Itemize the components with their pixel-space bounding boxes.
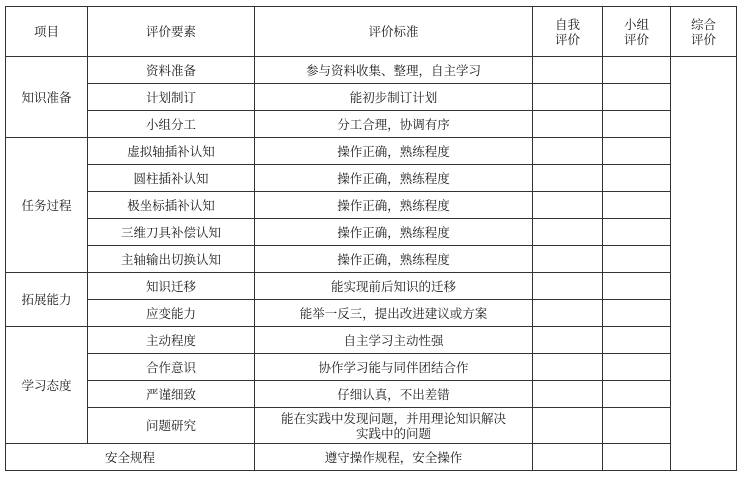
category-knowledge-prep: 知识准备 bbox=[6, 57, 88, 138]
group-eval-cell[interactable] bbox=[603, 165, 671, 192]
self-eval-cell[interactable] bbox=[533, 165, 603, 192]
element-cell: 圆柱插补认知 bbox=[88, 165, 255, 192]
header-group-line1: 小组 bbox=[623, 16, 649, 32]
header-overall-line1: 综合 bbox=[690, 16, 716, 32]
table-row bbox=[6, 381, 737, 408]
table-row bbox=[6, 444, 737, 471]
header-row bbox=[6, 7, 737, 57]
standard-cell: 协作学习能与同伴团结合作 bbox=[255, 354, 533, 381]
standard-line2: 实践中的问题 bbox=[355, 425, 431, 441]
table-row bbox=[6, 165, 737, 192]
element-cell: 主轴输出切换认知 bbox=[88, 246, 255, 273]
table-row bbox=[6, 111, 737, 138]
table-row bbox=[6, 408, 737, 444]
group-eval-cell[interactable] bbox=[603, 273, 671, 300]
element-cell: 严谨细致 bbox=[88, 381, 255, 408]
standard-cell: 能初步制订计划 bbox=[255, 84, 533, 111]
standard-cell: 操作正确，熟练程度 bbox=[255, 138, 533, 165]
table-row bbox=[6, 327, 737, 354]
self-eval-cell[interactable] bbox=[533, 192, 603, 219]
category-learning-attitude: 学习态度 bbox=[6, 327, 88, 444]
header-group-line2: 评价 bbox=[623, 31, 649, 47]
standard-line1: 能在实践中发现问题，并用理论知识解决 bbox=[280, 410, 506, 426]
header-group-eval bbox=[603, 7, 671, 57]
overall-eval-cell[interactable] bbox=[671, 57, 737, 471]
group-eval-cell[interactable] bbox=[603, 57, 671, 84]
table-row bbox=[6, 246, 737, 273]
group-eval-cell[interactable] bbox=[603, 111, 671, 138]
standard-cell: 操作正确，熟练程度 bbox=[255, 165, 533, 192]
table-row bbox=[6, 219, 737, 246]
group-eval-cell[interactable] bbox=[603, 219, 671, 246]
self-eval-cell[interactable] bbox=[533, 246, 603, 273]
self-eval-cell[interactable] bbox=[533, 138, 603, 165]
element-cell: 三维刀具补偿认知 bbox=[88, 219, 255, 246]
group-eval-cell[interactable] bbox=[603, 138, 671, 165]
header-self-line2: 评价 bbox=[554, 31, 580, 47]
table-row bbox=[6, 192, 737, 219]
table-row bbox=[6, 57, 737, 84]
standard-cell bbox=[255, 408, 533, 444]
self-eval-cell[interactable] bbox=[533, 84, 603, 111]
group-eval-cell[interactable] bbox=[603, 381, 671, 408]
self-eval-cell[interactable] bbox=[533, 273, 603, 300]
element-cell: 计划制订 bbox=[88, 84, 255, 111]
category-task-process: 任务过程 bbox=[6, 138, 88, 273]
safety-rules-label: 安全规程 bbox=[6, 444, 255, 471]
self-eval-cell[interactable] bbox=[533, 111, 603, 138]
group-eval-cell[interactable] bbox=[603, 246, 671, 273]
element-cell: 合作意识 bbox=[88, 354, 255, 381]
standard-cell: 分工合理，协调有序 bbox=[255, 111, 533, 138]
group-eval-cell[interactable] bbox=[603, 192, 671, 219]
self-eval-cell[interactable] bbox=[533, 381, 603, 408]
group-eval-cell[interactable] bbox=[603, 300, 671, 327]
element-cell: 资料准备 bbox=[88, 57, 255, 84]
element-cell: 小组分工 bbox=[88, 111, 255, 138]
category-extended-ability: 拓展能力 bbox=[6, 273, 88, 327]
element-cell: 知识迁移 bbox=[88, 273, 255, 300]
header-overall-line2: 评价 bbox=[690, 31, 716, 47]
header-overall-eval bbox=[671, 7, 737, 57]
header-standard: 评价标准 bbox=[255, 7, 533, 57]
table-row bbox=[6, 273, 737, 300]
standard-cell: 操作正确，熟练程度 bbox=[255, 246, 533, 273]
group-eval-cell[interactable] bbox=[603, 327, 671, 354]
standard-cell: 参与资料收集、整理，自主学习 bbox=[255, 57, 533, 84]
element-cell: 极坐标插补认知 bbox=[88, 192, 255, 219]
self-eval-cell[interactable] bbox=[533, 57, 603, 84]
self-eval-cell[interactable] bbox=[533, 219, 603, 246]
header-self-line1: 自我 bbox=[554, 16, 580, 32]
standard-cell: 自主学习主动性强 bbox=[255, 327, 533, 354]
group-eval-cell[interactable] bbox=[603, 354, 671, 381]
table-row bbox=[6, 354, 737, 381]
group-eval-cell[interactable] bbox=[603, 84, 671, 111]
standard-cell: 操作正确，熟练程度 bbox=[255, 192, 533, 219]
element-cell: 虚拟轴插补认知 bbox=[88, 138, 255, 165]
element-cell: 主动程度 bbox=[88, 327, 255, 354]
standard-cell: 仔细认真，不出差错 bbox=[255, 381, 533, 408]
standard-cell: 能实现前后知识的迁移 bbox=[255, 273, 533, 300]
element-cell: 应变能力 bbox=[88, 300, 255, 327]
standard-cell: 能举一反三，提出改进建议或方案 bbox=[255, 300, 533, 327]
header-self-eval bbox=[533, 7, 603, 57]
self-eval-cell[interactable] bbox=[533, 300, 603, 327]
group-eval-cell[interactable] bbox=[603, 444, 671, 471]
header-element: 评价要素 bbox=[88, 7, 255, 57]
table-row bbox=[6, 84, 737, 111]
self-eval-cell[interactable] bbox=[533, 327, 603, 354]
group-eval-cell[interactable] bbox=[603, 408, 671, 444]
element-cell: 问题研究 bbox=[88, 408, 255, 444]
self-eval-cell[interactable] bbox=[533, 444, 603, 471]
standard-cell: 操作正确，熟练程度 bbox=[255, 219, 533, 246]
standard-cell: 遵守操作规程，安全操作 bbox=[255, 444, 533, 471]
self-eval-cell[interactable] bbox=[533, 408, 603, 444]
table-row bbox=[6, 300, 737, 327]
table-row bbox=[6, 138, 737, 165]
evaluation-table bbox=[5, 6, 737, 471]
self-eval-cell[interactable] bbox=[533, 354, 603, 381]
header-item: 项目 bbox=[6, 7, 88, 57]
